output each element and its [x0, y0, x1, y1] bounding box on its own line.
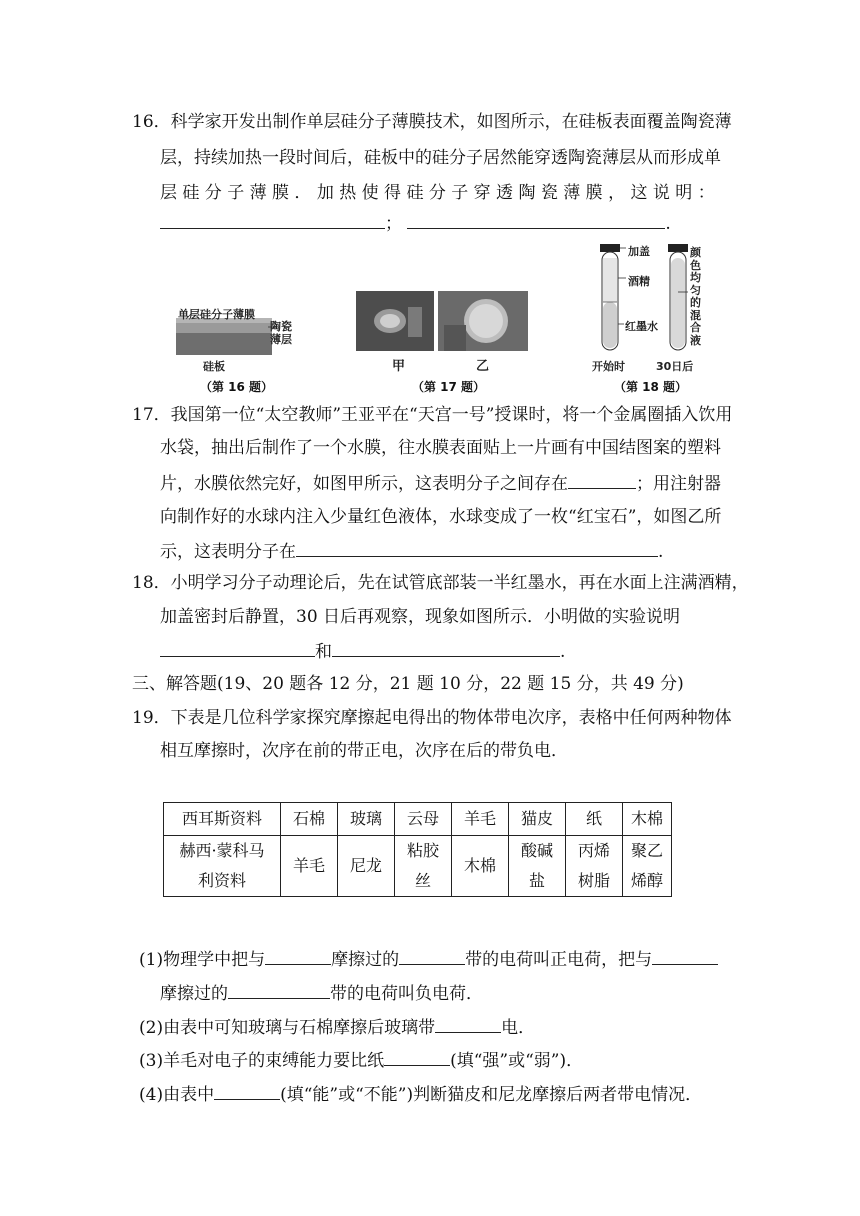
table-cell: 羊毛	[452, 803, 509, 836]
q17-blank-2[interactable]	[296, 540, 658, 557]
fig17-label-a: 甲	[392, 359, 406, 374]
q17-line2: 水袋，抽出后制作了一个水膜，往水膜表面贴上一片画有中国结图案的塑料	[160, 438, 721, 458]
q19-line1: 19．下表是几位科学家探究摩擦起电得出的物体带电次序，表格中任何两种物体	[132, 708, 732, 728]
q16-line1: 16．科学家开发出制作单层硅分子薄膜技术，如图所示，在硅板表面覆盖陶瓷薄	[132, 112, 732, 132]
fig18-label-alcohol: 酒精	[628, 275, 650, 288]
fig17-caption: （第 17 题）	[412, 380, 486, 394]
fig16-label-ceramic-1: 陶瓷	[270, 320, 292, 333]
table-cell: 粘胶 丝	[395, 836, 452, 897]
q16-blank-2[interactable]	[407, 212, 665, 229]
q17-line3: 片，水膜依然完好，如图甲所示，这表明分子之间存在 ；用注射器	[160, 474, 721, 494]
q19-part4: (4)由表中 (填“能”或“不能”)判断猫皮和尼龙摩擦后两者带电情况．	[139, 1085, 703, 1105]
q17-line4: 向制作好的水球内注入少量红色液体，水球变成了一枚“红宝石”，如图乙所	[160, 507, 722, 527]
table-cell: 丙烯 树脂	[566, 836, 623, 897]
table-cell: 纸	[566, 803, 623, 836]
table-cell: 酸碱 盐	[509, 836, 566, 897]
table-cell: 石棉	[281, 803, 338, 836]
fig16-label-film: 单层硅分子薄膜	[178, 308, 255, 321]
fig17-label-b: 乙	[476, 359, 490, 374]
table-row	[164, 836, 672, 897]
q18-line3: 和 .	[160, 640, 565, 662]
fig16-label-si: 硅板	[203, 360, 225, 373]
table-cell: 羊毛	[281, 836, 338, 897]
fig18-label-ink: 红墨水	[625, 320, 658, 333]
q16-answer-line: ； .	[160, 212, 671, 234]
q19-blank-3[interactable]	[652, 948, 718, 965]
table-cell: 木棉	[623, 803, 672, 836]
q19-part2: (2)由表中可知玻璃与石棉摩擦后玻璃带 电．	[139, 1018, 536, 1038]
fig18-caption: （第 18 题）	[614, 380, 688, 394]
fig16-caption: （第 16 题）	[200, 380, 274, 394]
fig17-photo-a	[356, 291, 434, 351]
q18-blank-2[interactable]	[332, 640, 560, 657]
q17-line1: 17．我国第一位“太空教师”王亚平在“天宫一号”授课时，将一个金属圈插入饮用	[132, 405, 733, 425]
table-row	[164, 803, 672, 836]
q19-part3: (3)羊毛对电子的束缚能力要比纸 (填“强”或“弱”)．	[139, 1051, 584, 1071]
q19-blank-6[interactable]	[384, 1049, 450, 1066]
fig18-label-mix: 颜 色 均 匀 的 混 合 液	[690, 246, 701, 347]
q18-blank-1[interactable]	[160, 640, 315, 657]
table-cell: 云母	[395, 803, 452, 836]
q18-line1: 18．小明学习分子动理论后，先在试管底部装一半红墨水，再在水面上注满酒精，	[132, 573, 749, 593]
table-cell: 猫皮	[509, 803, 566, 836]
fig18-label-cap: 加盖	[628, 245, 650, 258]
fig18-label-start: 开始时	[592, 360, 625, 373]
triboelectric-table	[163, 802, 672, 897]
q19-part1-line2: 摩擦过的 带的电荷叫负电荷．	[160, 984, 483, 1004]
section3-heading: 三、解答题(19、20 题各 12 分，21 题 10 分，22 题 15 分，共 49 分)	[132, 674, 684, 694]
q17-blank-1[interactable]	[568, 472, 636, 489]
q16-line3: 层 硅 分 子 薄 膜 ． 加 热 使 得 硅 分 子 穿 透 陶 瓷 薄 膜 ， 这 说 明 ：	[160, 183, 715, 203]
fig17-photo-b	[438, 291, 528, 351]
q19-blank-1[interactable]	[265, 948, 331, 965]
table-cell: 玻璃	[338, 803, 395, 836]
q19-line2: 相互摩擦时，次序在前的带正电，次序在后的带负电．	[160, 741, 568, 761]
table-cell: 木棉	[452, 836, 509, 897]
table-cell: 赫西·蒙科马 利资料	[164, 836, 281, 897]
q19-blank-7[interactable]	[214, 1083, 280, 1100]
q19-part1-line1: (1)物理学中把与 摩擦过的 带的电荷叫正电荷，把与	[139, 948, 718, 970]
table-cell: 聚乙 烯醇	[623, 836, 672, 897]
fig18-label-after: 30日后	[656, 360, 694, 373]
table-cell: 尼龙	[338, 836, 395, 897]
q19-blank-2[interactable]	[399, 948, 465, 965]
q16-blank-1[interactable]	[160, 212, 385, 229]
q19-blank-5[interactable]	[435, 1016, 501, 1033]
table-cell: 西耳斯资料	[164, 803, 281, 836]
fig18-test-tubes	[596, 242, 696, 360]
q17-line5: 示，这表明分子在 .	[160, 542, 664, 562]
q18-line2: 加盖密封后静置，30 日后再观察，现象如图所示．小明做的实验说明	[160, 607, 681, 627]
q16-line2: 层，持续加热一段时间后，硅板中的硅分子居然能穿透陶瓷薄层从而形成单	[160, 148, 721, 168]
q19-blank-4[interactable]	[228, 982, 330, 999]
fig16-label-ceramic-2: 薄层	[270, 333, 292, 346]
